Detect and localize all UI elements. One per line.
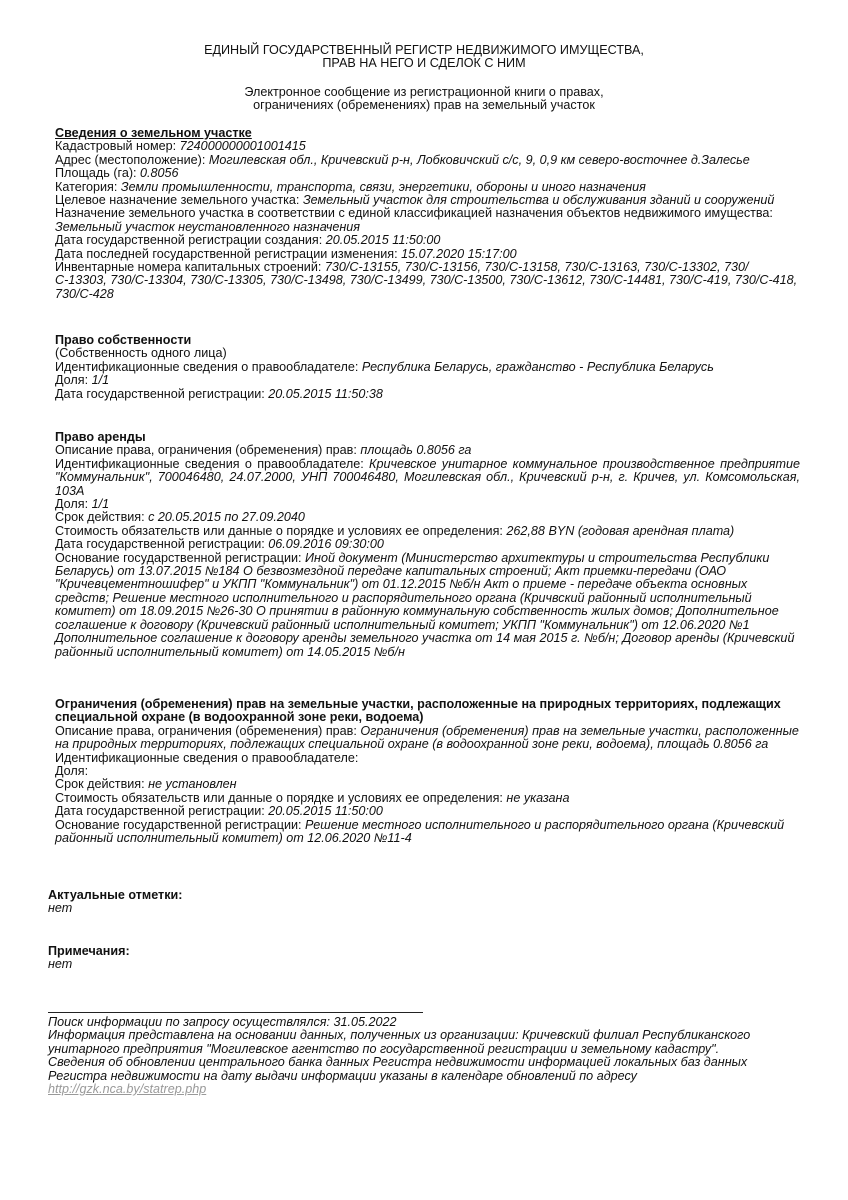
value: Земельный участок неустановленного назначения [55, 219, 361, 234]
value: Ограничения (обременения) прав на земельные участки, расположенные на природных территориях, подлежащих специальной охране (в водоохранной зоне реки, водоема), площадь 0.8056 га [55, 723, 799, 752]
field-cost [55, 792, 800, 805]
label: Адрес (местоположение): [55, 152, 206, 167]
updates-info: Сведения об обновлении центрального банка данных Регистра недвижимости информацией локальных баз данных Регистра недвижимости на дату выдачи информации указаны в календаре обновлений по адресу [48, 1055, 748, 1083]
field-cost [55, 525, 800, 538]
section-heading: Примечания: [48, 944, 130, 958]
field-date [55, 805, 800, 818]
restriction-section [55, 698, 800, 845]
field-purpose [55, 194, 800, 207]
value: 0.8056 [140, 166, 179, 181]
label: Идентификационные сведения о правообладателе: [55, 359, 359, 374]
field-category [55, 181, 800, 194]
lease-section [55, 431, 800, 659]
section-heading: Ограничения (обременения) прав на земельные участки, расположенные на природных территориях, подлежащих специальной охране (в водоохранной зоне реки, водоема) [55, 697, 781, 725]
value: не установлен [148, 777, 237, 792]
value: 1/1 [91, 373, 110, 388]
value: площадь 0.8056 га [360, 443, 472, 458]
value: 730/С-13155, 730/С-13156, 730/С-13158, 730/С-13163, 730/С-13302, 730/С-13303, 730/С-13304, 730/С-13305, 730/С-13498, 730/С-13499, 730/С-13500, 730/С-13612, 730/С-14481, 730/С-419, 730/С-418, 730/С-428 [55, 260, 798, 301]
value: 724000000001001415 [179, 139, 306, 154]
field-cadastral [55, 140, 800, 153]
value: 262,88 BYN (годовая арендная плата) [506, 523, 735, 538]
search-date: Поиск информации по запросу осуществлялся: 31.05.2022 [48, 1015, 397, 1029]
label: Доля: [55, 497, 89, 512]
label: Кадастровый номер: [55, 139, 177, 154]
label: Стоимость обязательств или данные о порядке и условиях ее определения: [55, 790, 503, 805]
label: Основание государственной регистрации: [55, 550, 302, 565]
value: Иной документ (Министерство архитектуры и строительства Республики Беларусь) от 13.07.2015 №184 О безвозмездной передаче капитальных строений; Акт приемки-передачи (ОАО "Кричевцементношифер" и УКПП "Коммунальник") от 01.12.2015 №б/н Акт о приеме - передаче объекта основных средств; Решение местного исполнительного и распорядительного органа (Кричвский районный исполнительный комитет) от 18.09.2015 №26-30 О принятии в районную коммунальную собственность жилых домов; Дополнительное соглашение к договору (Кричевский районный исполнительный комитет; УКПП "Коммунальник") от 12.06.2020 №1 Дополнительное соглашение к договору аренды земельного участка от 14 мая 2015 г. №б/н; Договор аренды (Кричевский районный исполнительный комитет) от 14.05.2015 №б/н [55, 550, 795, 659]
field-created [55, 234, 800, 247]
label: Срок действия: [55, 777, 145, 792]
value: с 20.05.2015 по 27.09.2040 [148, 510, 305, 525]
label: Стоимость обязательств или данные о порядке и условиях ее определения: [55, 523, 503, 538]
field-address [55, 154, 800, 167]
value: 20.05.2015 11:50:00 [268, 804, 383, 819]
title-line-2: ПРАВ НА НЕГО И СДЕЛОК С НИМ [322, 56, 526, 71]
field-classification [55, 207, 800, 234]
document-subtitle [0, 86, 848, 113]
section-heading: Актуальные отметки: [48, 888, 183, 902]
field-date [55, 538, 800, 551]
label: Описание права, ограничения (обременения) прав: [55, 723, 357, 738]
value: 20.05.2015 11:50:38 [268, 386, 383, 401]
value: 06.09.2016 09:30:00 [268, 537, 384, 552]
label: Дата последней государственной регистрации изменения: [55, 246, 398, 261]
label: Доля: [55, 373, 89, 388]
field-holder [55, 458, 800, 498]
subtitle-line-1: Электронное сообщение из регистрационной книги о правах, [244, 85, 604, 99]
label: Категория: [55, 179, 118, 194]
marks-value: нет [48, 901, 73, 916]
section-heading: Право аренды [55, 430, 146, 444]
field-basis [55, 552, 800, 659]
calendar-link[interactable]: http://gzk.nca.by/statrep.php [48, 1082, 207, 1097]
label: Назначение земельного участка в соответствии с единой классификацией назначения объектов недвижимого имущества: [55, 206, 773, 221]
field-term [55, 778, 800, 791]
footer [48, 1016, 788, 1096]
value: Республика Беларусь, гражданство - Республика Беларусь [361, 359, 714, 374]
section-heading: Сведения о земельном участке [55, 126, 252, 140]
field-holder [55, 361, 800, 374]
notes-value: нет [48, 957, 73, 972]
label: Срок действия: [55, 510, 145, 525]
value: 20.05.2015 11:50:00 [325, 233, 441, 248]
label: Дата государственной регистрации: [55, 386, 265, 401]
label: Идентификационные сведения о правообладателе: [55, 456, 364, 471]
field-basis [55, 819, 800, 846]
field-desc [55, 725, 800, 752]
field-term [55, 511, 800, 524]
value: Решение местного исполнительного и распорядительного органа (Кричевский районный исполнительный комитет) от 12.06.2020 №11-4 [55, 817, 785, 846]
label: Инвентарные номера капитальных строений: [55, 260, 322, 275]
section-heading: Право собственности [55, 333, 192, 347]
value: не указана [506, 790, 570, 805]
document-title [0, 44, 848, 71]
label: Дата государственной регистрации создания: [55, 233, 323, 248]
field-date [55, 388, 800, 401]
footer-divider [48, 1012, 423, 1013]
label: Дата государственной регистрации: [55, 804, 265, 819]
label: Площадь (га): [55, 166, 137, 181]
label: Основание государственной регистрации: [55, 817, 302, 832]
field-desc [55, 444, 800, 457]
label: Описание права, ограничения (обременения) прав: [55, 443, 357, 458]
field-share: Доля: [55, 764, 89, 779]
ownership-section [55, 334, 800, 401]
value: Земельный участок для строительства и обслуживания зданий и сооружений [302, 193, 775, 208]
source-info: Информация представлена на основании данных, полученных из организации: Кричевский филиал Республиканского унитарного предприятия "Могилевское агентство по государственной регистрации и земельному кадастру". [48, 1028, 751, 1056]
value: Кричевское унитарное коммунальное производственное предприятие "Коммунальник", 700046480, 24.07.2000, УНП 700046480, Могилевская обл., Кричевский р-н, г. Кричев, ул. Комсомольская, 103А [55, 456, 800, 498]
field-share [55, 498, 800, 511]
label: Целевое назначение земельного участка: [55, 193, 300, 208]
value: Могилевская обл., Кричевский р-н, Лобковичский с/с, 9, 0,9 км северо-восточнее д.Залесье [208, 152, 750, 167]
label: Дата государственной регистрации: [55, 537, 265, 552]
ownership-type: (Собственность одного лица) [55, 346, 227, 361]
field-inventory [55, 261, 800, 301]
value: Земли промышленности, транспорта, связи, энергетики, обороны и иного назначения [120, 179, 646, 194]
land-section [55, 127, 800, 301]
title-line-1: ЕДИНЫЙ ГОСУДАРСТВЕННЫЙ РЕГИСТР НЕДВИЖИМОГО ИМУЩЕСТВА, [204, 43, 644, 57]
field-area [55, 167, 800, 180]
field-share [55, 374, 800, 387]
field-changed [55, 248, 800, 261]
notes-section [48, 945, 793, 972]
subtitle-line-2: ограничениях (обременениях) прав на земельный участок [253, 98, 595, 113]
value: 15.07.2020 15:17:00 [401, 246, 517, 261]
field-holder: Идентификационные сведения о правообладателе: [55, 750, 359, 765]
value: 1/1 [91, 497, 110, 512]
marks-section [48, 889, 793, 916]
